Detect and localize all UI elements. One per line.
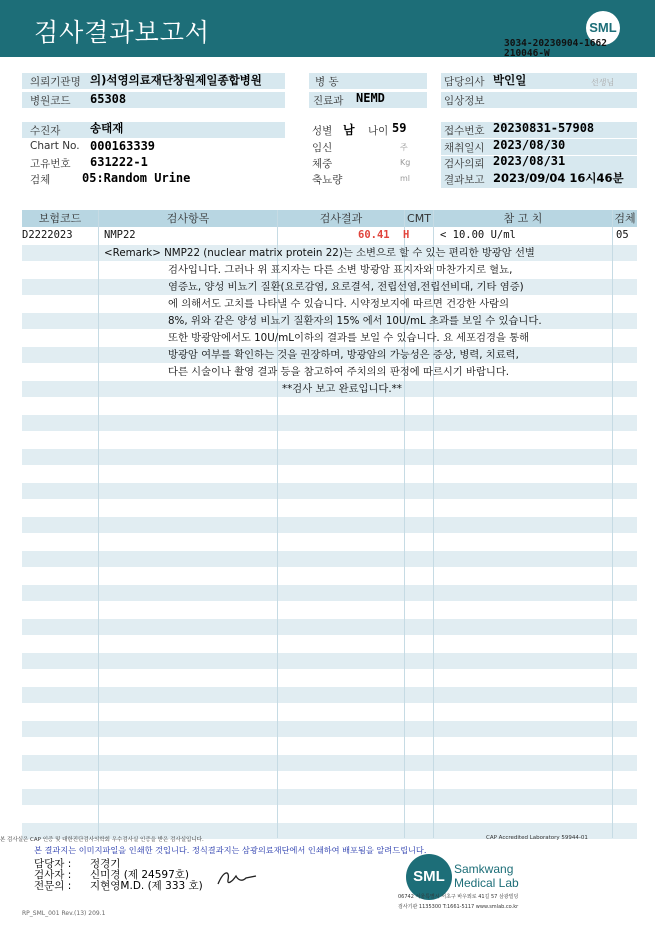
client-value: 의)석영의료재단창원제일종합병원 [90, 73, 262, 87]
examiner-label: 검사자 : [34, 869, 72, 881]
hospital-code-value: 65308 [90, 92, 127, 106]
cert-line: 본 검사실은 CAP 인증 및 대한진단검사의학회 우수검사실 인증을 받은 검사실입니다. [0, 837, 204, 843]
doctor-value: 박인일 [493, 73, 527, 87]
table-row-band [22, 415, 637, 431]
table-row-band [22, 449, 637, 465]
remark-line: 또한 방광암에서도 10U/mL이하의 결과를 보일 수 있습니다. 요 세포검경을 통해 [168, 332, 530, 344]
request-value: 2023/08/31 [493, 154, 566, 168]
col-result: 검사결과 [278, 210, 404, 227]
report-title: 검사결과보고서 [34, 18, 211, 47]
info-bar [22, 122, 285, 138]
report-id-line2: 210046-W [504, 48, 550, 59]
remark-line: 에 의해서도 고치를 나타낼 수 있습니다. 시약정보지에 따르면 건강한 사람의 [168, 298, 510, 310]
sex-value: 남 [343, 123, 355, 137]
receipt-value: 20230831-57908 [493, 121, 595, 135]
age-value: 59 [392, 121, 407, 135]
doctor-label: 담당의사 [444, 76, 485, 88]
col-reference: 참 고 치 [434, 210, 612, 227]
collect-label: 채취일시 [444, 142, 485, 154]
report-value: 2023/09/04 16시46분 [493, 171, 624, 185]
address-line2: 검사기관 1135300 T:1661-5117 www.smlab.co.kr [398, 904, 519, 910]
report-end-text: **검사 보고 완료입니다.** [282, 383, 402, 395]
notice-line: 본 결과지는 이미지파일을 인쇄한 것입니다. 정식결과지는 삼광의료재단에서 인쇄하여 배포됨을 알려드립니다. [34, 845, 427, 855]
chart-value: 000163339 [90, 139, 156, 153]
row-specimen: 05 [616, 229, 629, 241]
doctor-suffix: 선생님 [591, 78, 615, 87]
table-row-band [22, 551, 637, 567]
sml-footer-logo: SML [406, 854, 452, 900]
col-insurance-code: 보험코드 [22, 210, 98, 227]
table-row-band [22, 517, 637, 533]
row-result: 60.41 [358, 229, 390, 241]
specimen-value: 05:Random Urine [82, 171, 191, 185]
sex-label: 성별 [312, 125, 333, 137]
row-reference: < 10.00 U/ml [440, 229, 516, 241]
column-divider [612, 210, 613, 838]
remark-line: 방광암 여부를 확인하는 것을 권장하며, 방광암의 가능성은 증상, 병력, 치료력, [168, 349, 519, 361]
table-row-band [22, 789, 637, 805]
column-divider [98, 210, 99, 838]
hospital-code-label: 병원코드 [30, 95, 71, 107]
table-row-band [22, 653, 637, 669]
weight-unit: Kg [400, 158, 411, 167]
preg-label: 임신 [312, 142, 333, 154]
sml-logo: SML [586, 11, 620, 45]
preg-unit: 주 [400, 143, 408, 152]
dept-label: 진료과 [313, 95, 344, 107]
urine-label: 축뇨량 [312, 174, 343, 186]
row-flag: H [403, 229, 410, 241]
table-row-band [22, 619, 637, 635]
remark-line: 다른 시술이나 촬영 결과 등을 참고하여 주치의의 판정에 따르시기 바랍니다. [168, 366, 510, 378]
table-row-band [22, 687, 637, 703]
patient-label: 수진자 [30, 125, 61, 137]
row-item: NMP22 [104, 229, 136, 241]
chart-label: Chart No. [30, 140, 80, 152]
col-test-item: 검사항목 [99, 210, 277, 227]
collect-value: 2023/08/30 [493, 138, 566, 152]
report-id-line1: 3034-20230904-1662 [504, 38, 607, 49]
remark-line: <Remark> NMP22 (nuclear matrix protein 22)는 소변으로 할 수 있는 편리한 방광암 선별 [104, 247, 535, 259]
specimen-label: 검체 [30, 174, 51, 186]
age-label: 나이 [368, 125, 389, 137]
unique-label: 고유번호 [30, 158, 71, 170]
patient-value: 송태재 [90, 121, 124, 135]
remark-line: 검사입니다. 그러나 위 표지자는 다른 소변 방광암 표지자와 마찬가지로 혈뇨, [168, 264, 513, 276]
brand-line2: Medical Lab [454, 876, 519, 890]
receipt-label: 접수번호 [444, 125, 485, 137]
reporter-value: 정경기 [90, 858, 121, 870]
row-code: D2222023 [22, 229, 73, 241]
dept-value: NEMD [356, 91, 385, 105]
cap-text: CAP Accredited Laboratory 59944-01 [486, 835, 588, 841]
ward-label: 병 동 [315, 76, 339, 88]
request-label: 검사의뢰 [444, 158, 485, 170]
form-id: RP_SML_001 Rev.(13) 209.1 [22, 910, 106, 917]
examiner-value: 신미경 (제 24597호) [90, 869, 189, 881]
remark-line: 염증뇨, 양성 비뇨기 질환(요로감염, 요로결석, 전립선염,전립선비대, 기타 염증) [168, 281, 524, 293]
reporter-label: 담당자 : [34, 858, 72, 870]
remark-line: 8%, 위와 같은 양성 비뇨기 질환자의 15% 에서 10U/mL 초과를 보일 수 있습니다. [168, 315, 542, 327]
report-label: 결과보고 [444, 174, 485, 186]
weight-label: 체중 [312, 158, 333, 170]
urine-unit: ml [400, 174, 411, 183]
table-row-band [22, 755, 637, 771]
unique-value: 631222-1 [90, 155, 148, 169]
table-row-band [22, 483, 637, 499]
address-line1: 06742 서울특별시 서초구 바우뫼로 41길 57 삼광빌딩 [398, 894, 519, 900]
clinical-label: 임상정보 [444, 95, 485, 107]
col-specimen: 검체 [614, 212, 636, 225]
client-label: 의뢰기관명 [30, 76, 81, 88]
table-row-band [22, 585, 637, 601]
signature [216, 866, 258, 888]
brand-line1: Samkwang [454, 862, 514, 876]
specialist-value: 지현영M.D. (제 333 호) [90, 880, 203, 892]
specialist-label: 전문의 : [34, 880, 72, 892]
col-cmt: CMT [405, 210, 433, 227]
table-row-band [22, 721, 637, 737]
